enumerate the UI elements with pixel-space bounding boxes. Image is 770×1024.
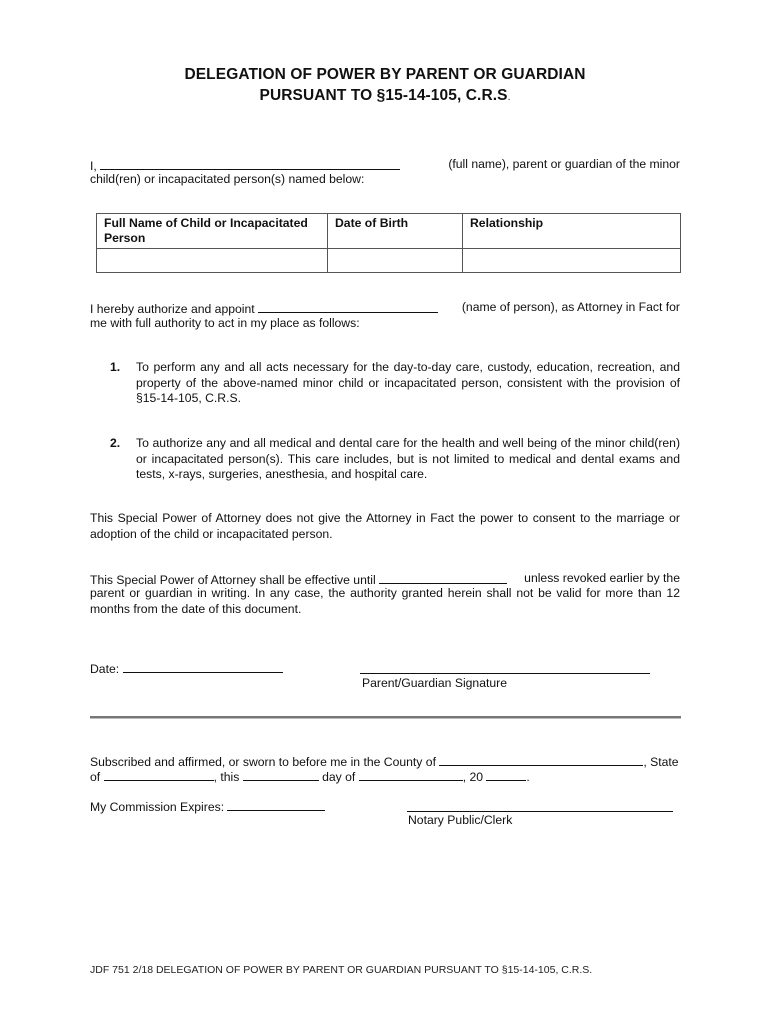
commission-label: My Commission Expires: [90, 800, 225, 814]
appoint-paragraph [90, 300, 680, 317]
this-label: , this [213, 770, 240, 784]
date-label: Date: [90, 662, 120, 676]
name-cell-input[interactable] [97, 249, 328, 273]
full-name-field[interactable] [100, 157, 400, 170]
day-field[interactable] [243, 768, 319, 781]
column-header-name: Full Name of Child or Incapacitated Person [97, 214, 328, 249]
of-label: of [90, 770, 101, 784]
document-title-line-2: PURSUANT TO §15-14-105, C.R.S. [259, 87, 511, 104]
effective-suffix: unless revoked earlier by the [524, 571, 680, 585]
page-footer: JDF 751 2/18 DELEGATION OF POWER BY PARENT OR GUARDIAN PURSUANT TO §15-14-105, C.R.S. [90, 964, 593, 976]
relationship-cell-input[interactable] [463, 249, 681, 273]
month-field[interactable] [359, 768, 463, 781]
commission-row [90, 798, 325, 814]
parent-signature-label: Parent/Guardian Signature [362, 676, 507, 690]
table-header-row [97, 214, 681, 249]
intro-suffix: (full name), parent or guardian of the minor [448, 157, 680, 171]
intro-prefix: I, [90, 159, 97, 173]
period: . [526, 770, 530, 784]
date-field[interactable] [123, 660, 283, 673]
document-title-line-1: DELEGATION OF POWER BY PARENT OR GUARDIAN [184, 66, 586, 83]
appoint-suffix: (name of person), as Attorney in Fact for [461, 300, 680, 314]
state-field[interactable] [104, 768, 214, 781]
notary-signature-line[interactable] [407, 797, 673, 812]
column-header-relationship: Relationship [463, 214, 681, 249]
dob-cell-input[interactable] [328, 249, 463, 273]
year-field[interactable] [486, 768, 526, 781]
year-label: , 20 [462, 770, 484, 784]
item-text: To perform any and all acts necessary for the day-to-day care, custody, education, recreation, and property of the above-named minor child or incapacitated person, consistent with the provision of §15-14-105, C.R.S. [136, 360, 680, 405]
date-row [90, 660, 283, 676]
attorney-name-field[interactable] [258, 300, 438, 313]
county-field[interactable] [439, 753, 643, 766]
appoint-line-2: me with full authority to act in my place as follows: [90, 316, 360, 330]
children-table [96, 213, 681, 273]
item-number: 1. [110, 360, 121, 374]
effective-until-field[interactable] [379, 571, 507, 584]
commission-expires-field[interactable] [227, 798, 325, 811]
subscribed-text: Subscribed and affirmed, or sworn to before me in the County of [90, 755, 436, 769]
document-title-line-2-text: PURSUANT TO §15-14-105, C.R.S [259, 87, 508, 104]
limitation-paragraph: This Special Power of Attorney does not give the Attorney in Fact the power to consent to the marriage or adoption of the child or incapacitated person. [90, 511, 680, 541]
notary-date-line [90, 768, 680, 785]
intro-line-2: child(ren) or incapacitated person(s) named below: [90, 172, 365, 186]
effective-prefix: This Special Power of Attorney shall be effective until [90, 573, 376, 587]
item-number: 2. [110, 436, 121, 450]
effective-rest: parent or guardian in writing. In any case, the authority granted herein shall not be valid for more than 12 months from the date of this document. [90, 586, 680, 616]
appoint-prefix: I hereby authorize and appoint [90, 302, 255, 316]
table-row [97, 249, 681, 273]
parent-signature-line[interactable] [360, 659, 650, 674]
item-text: To authorize any and all medical and dental care for the health and well being of the minor child(ren) or incapacitated person(s). This care includes, but is not limited to medical and dental exams and tests, x-rays, surgeries, anesthesia, and hospital care. [136, 436, 680, 481]
day-of-label: day of [322, 770, 356, 784]
notary-label: Notary Public/Clerk [408, 813, 513, 827]
column-header-dob: Date of Birth [328, 214, 463, 249]
section-divider [90, 716, 681, 719]
state-label: , State [643, 755, 679, 769]
